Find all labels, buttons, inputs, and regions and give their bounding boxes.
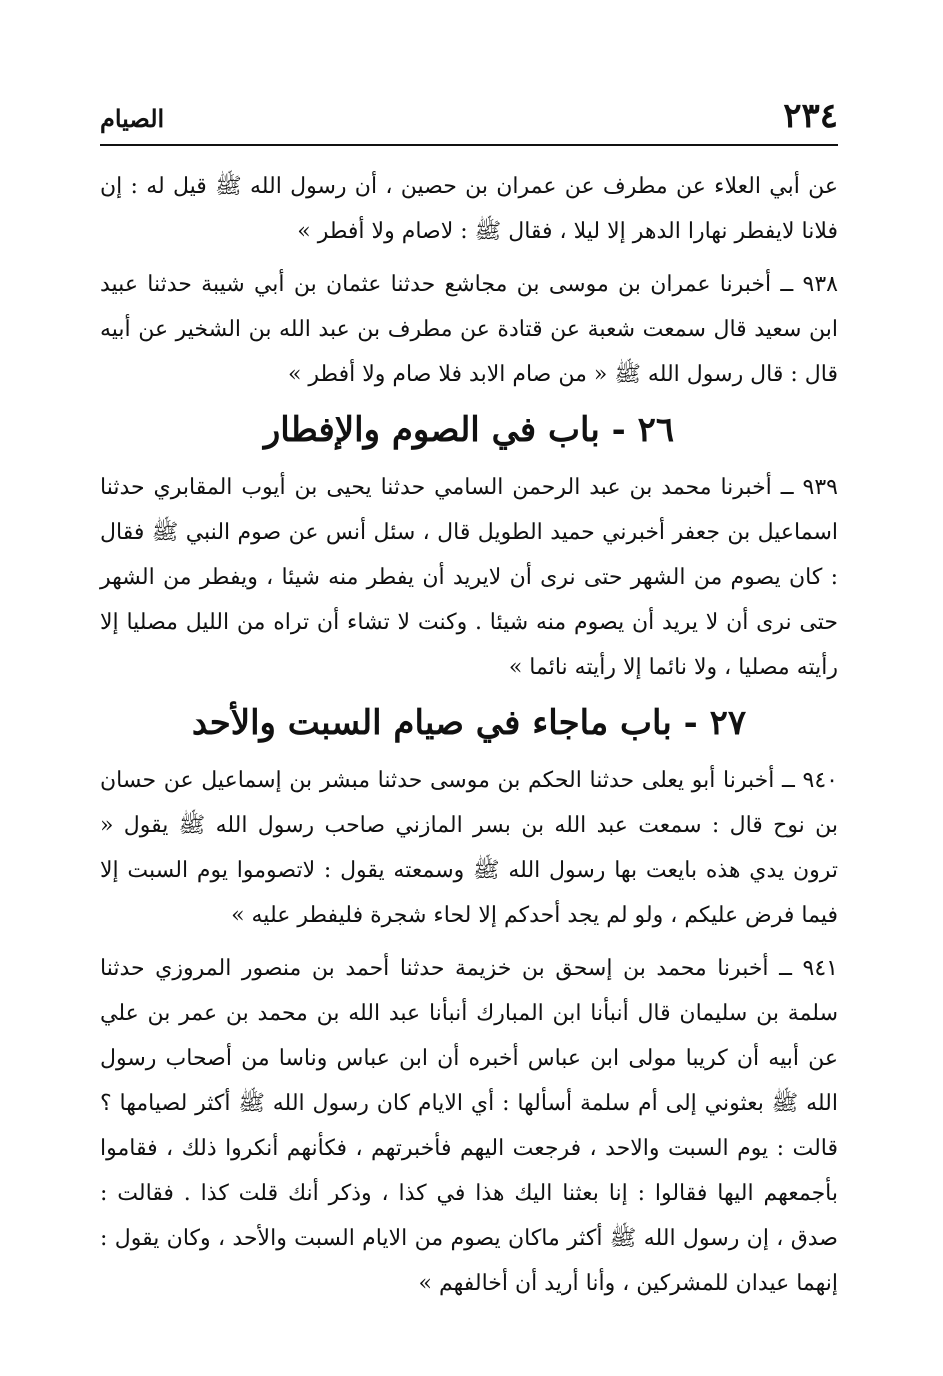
paragraph-hadith-939: ٩٣٩ ــ أخبرنا محمد بن عبد الرحمن السامي حدثنا يحيى بن أيوب المقابري حدثنا اسماعيل بن جعفر أخبرني حميد الطويل قال ، سئل أنس عن صوم النبي ﷺ فقال : كان يصوم من الشهر حتى نرى أن لايريد أن يفطر منه شيئا ، ويفطر من الشهر حتى نرى أن لا يريد أن يصوم منه شيئا . وكنت لا تشاء أن تراه من الليل مصليا إلا رأيته مصليا ، ولا نائما إلا رأيته نائما » [100, 475, 838, 680]
paragraph-hadith-941: ٩٤١ ــ أخبرنا محمد بن إسحق بن خزيمة حدثنا أحمد بن منصور المروزي حدثنا سلمة بن سليمان قال أنبأنا ابن المبارك أنبأنا عبد الله بن محمد بن عمر بن علي عن أبيه أن كريبا مولى ابن عباس أخبره أن ابن عباس وناسا من أصحاب رسول الله ﷺ بعثوني إلى أم سلمة أسألها : أي الايام كان رسول الله ﷺ أكثر لصيامها ؟ قالت : يوم السبت والاحد ، فرجعت اليهم فأخبرتهم ، فكأنهم أنكروا ذلك ، فقاموا بأجمعهم اليها فقالوا : إنا بعثنا اليك هذا في كذا ، وذكر أنك قلت كذا . فقالت : صدق ، إن رسول الله ﷺ أكثر ماكان يصوم من الايام السبت والأحد ، وكان يقول : إنهما عيدان للمشركين ، وأنا أريد أن أخالفهم » [100, 956, 838, 1296]
header-rule [100, 144, 838, 146]
chapter-heading-26: ٢٦ - باب في الصوم والإفطار [263, 410, 675, 450]
paragraph-hadith-continuation: عن أبي العلاء عن مطرف عن عمران بن حصين ، أن رسول الله ﷺ قيل له : إن فلانا لايفطر نهارا الدهر إلا ليلا ، فقال ﷺ : لاصام ولا أفطر » [100, 174, 838, 244]
chapter-heading-27: ٢٧ - باب ماجاء في صيام السبت والأحد [191, 703, 747, 743]
page-body [100, 164, 838, 1312]
running-title: الصيام [100, 104, 165, 133]
paragraph-hadith-940: ٩٤٠ ــ أخبرنا أبو يعلى حدثنا الحكم بن موسى حدثنا مبشر بن إسماعيل عن حسان بن نوح قال : سمعت عبد الله بن بسر المازني صاحب رسول الله ﷺ يقول « ترون يدي هذه بايعت بها رسول الله ﷺ وسمعته يقول : لاتصوموا يوم السبت إلا فيما فرض عليكم ، ولو لم يجد أحدكم إلا لحاء شجرة فليفطر عليه » [100, 768, 838, 928]
page-header [100, 92, 838, 142]
paragraph-hadith-938: ٩٣٨ ــ أخبرنا عمران بن موسى بن مجاشع حدثنا عثمان بن أبي شيبة حدثنا عبيد ابن سعيد قال سمعت شعبة عن قتادة عن مطرف بن عبد الله بن الشخير عن أبيه قال : قال رسول الله ﷺ « من صام الابد فلا صام ولا أفطر » [100, 272, 838, 387]
document-page [100, 92, 838, 1312]
page-number: ٢٣٤ [783, 96, 838, 136]
